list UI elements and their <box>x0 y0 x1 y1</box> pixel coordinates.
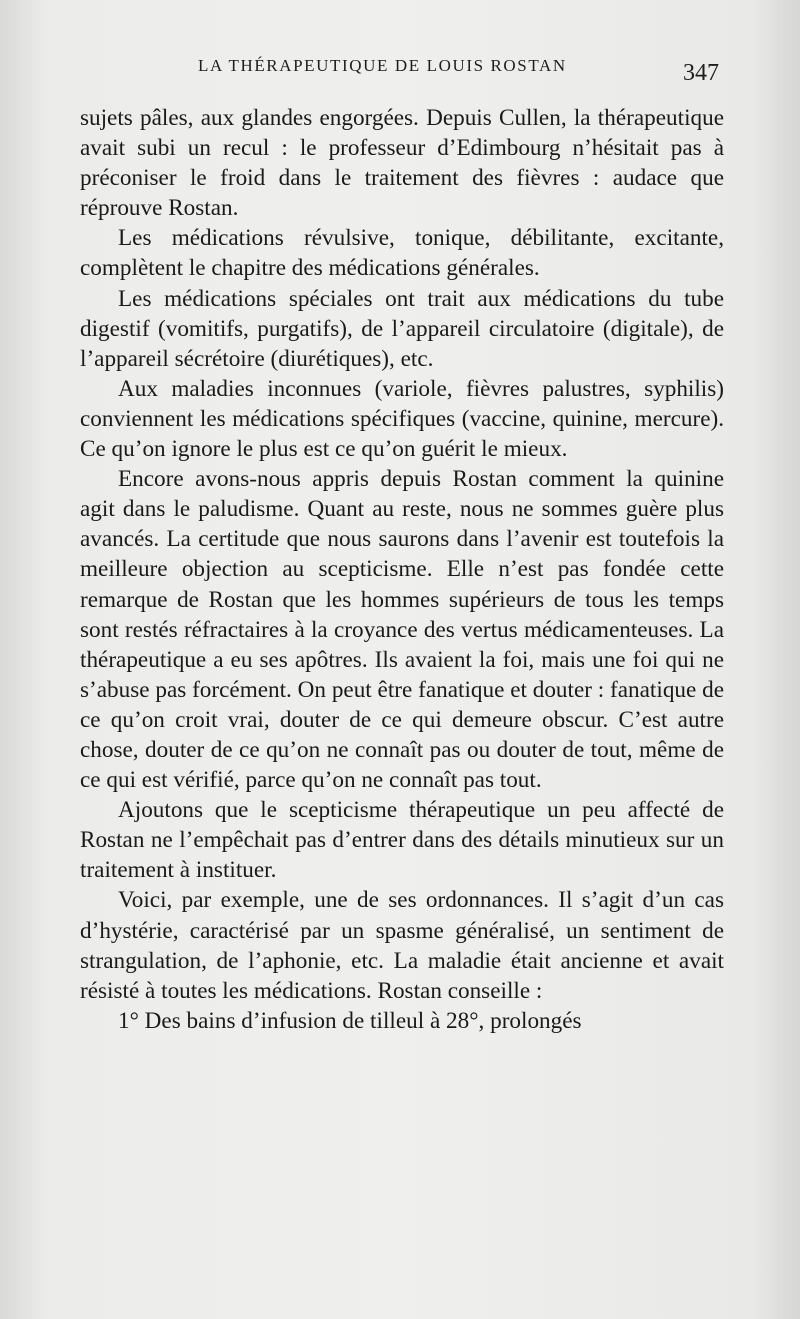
paragraph: Encore avons-nous appris depuis Rostan comment la quinine agit dans le paludisme. Quant au reste, nous ne sommes guère plus avancés. La certitude que nous saurons dans l’avenir est toutefois la meilleure objection au scepticisme. Elle n’est pas fondée cette remarque de Rostan que les hommes supérieurs de tous les temps sont restés réfractaires à la croyance des vertus médicamenteuses. La thérapeutique a eu ses apôtres. Ils avaient la foi, mais une foi qui ne s’abuse pas forcément. On peut être fanatique et douter : fanatique de ce qu’on croit vrai, douter de ce qui demeure obscur. C’est autre chose, douter de ce qu’on ne connaît pas ou douter de tout, même de ce qui est vérifié, parce qu’on ne connaît pas tout. <box>80 466 724 794</box>
body-text <box>80 103 724 1036</box>
paragraph: Aux maladies inconnues (variole, fièvres palustres, syphilis) conviennent les médications spécifiques (vaccine, quinine, mercure). Ce qu’on ignore le plus est ce qu’on guérit le mieux. <box>80 375 724 463</box>
running-title: LA THÉRAPEUTIQUE DE LOUIS ROSTAN <box>198 56 567 75</box>
page-header <box>0 52 800 92</box>
paragraph: sujets pâles, aux glandes engorgées. Depuis Cullen, la thérapeutique avait subi un recul : le professeur d’Edimbourg n’hésitait pas à préconiser le froid dans le traitement des fièvres : audace que réprouve Rostan. <box>80 105 724 222</box>
paragraph: Ajoutons que le scepticisme thérapeutique un peu affecté de Rostan ne l’empêchait pas d’entrer dans des détails minutieux sur un traitement à instituer. <box>80 797 724 884</box>
page-number: 347 <box>683 60 719 86</box>
paragraph: Voici, par exemple, une de ses ordonnances. Il s’agit d’un cas d’hystérie, caractérisé par un spasme généralisé, un sentiment de strangulation, de l’aphonie, etc. La maladie était ancienne et avait résisté à toutes les médications. Rostan conseille : <box>80 887 724 1004</box>
paragraph: Les médications révulsive, tonique, débilitante, excitante, complètent le chapitre des médications générales. <box>80 225 724 282</box>
paragraph: Les médications spéciales ont trait aux médications du tube digestif (vomitifs, purgatifs), de l’appareil circulatoire (digitale), de l’appareil sécrétoire (diurétiques), etc. <box>80 285 724 372</box>
paragraph: 1° Des bains d’infusion de tilleul à 28°, prolongés <box>118 1007 582 1034</box>
